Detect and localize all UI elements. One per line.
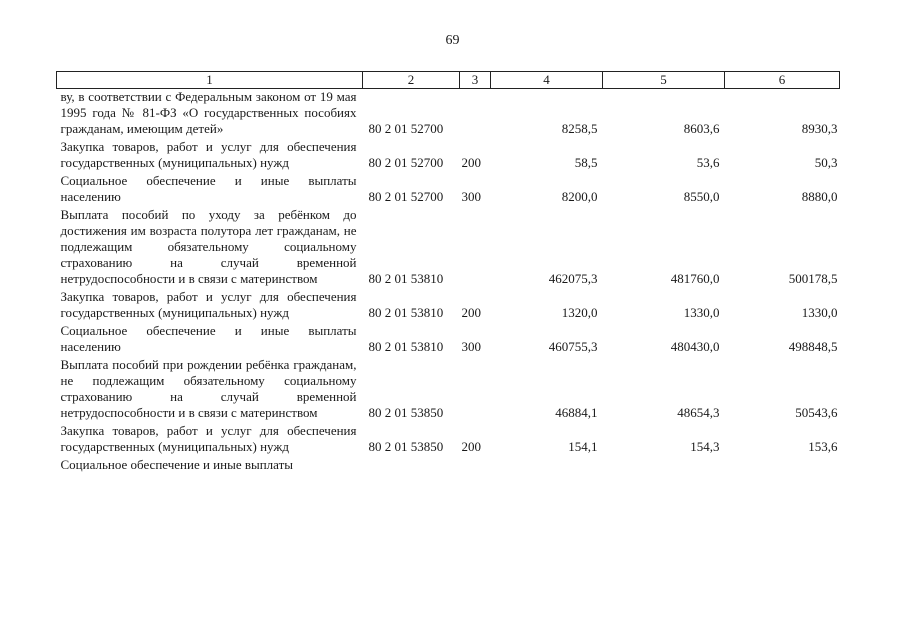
row-description: Закупка товаров, работ и услуг для обеспечения государственных (муниципальных) нужд [60,289,357,320]
row-value-col6 [725,457,840,475]
row-value-col6: 498848,5 [788,339,838,354]
table-row [57,173,840,207]
row-target-code: 80 2 01 53850 [368,439,444,454]
row-description: Выплата пособий по уходу за ребёнком до достижения им возраста полутора лет гражданам, не подлежащим обязательному социальному страхованию на случай временной нетрудоспособности и в связи с материнством [60,207,357,286]
row-expense-type [460,357,491,423]
column-header-2: 2 [363,72,460,89]
row-description: Социальное обеспечение и иные выплаты [60,457,294,472]
row-value-col4: 58,5 [574,155,598,170]
table-row [57,207,840,289]
budget-table [56,71,840,475]
row-expense-type: 200 [461,439,481,454]
row-target-code: 80 2 01 52700 [368,189,444,204]
row-target-code: 80 2 01 53850 [368,405,444,420]
row-description: Социальное обеспечение и иные выплаты населению [60,173,357,204]
header-row [57,72,840,89]
row-value-col6: 1330,0 [801,305,838,320]
row-value-col5: 8550,0 [683,189,720,204]
row-value-col4 [491,457,603,475]
row-target-code: 80 2 01 52700 [368,155,444,170]
table-row [57,323,840,357]
table-header [57,72,840,89]
table-row [57,423,840,457]
row-value-col4: 8200,0 [561,189,598,204]
row-value-col4: 462075,3 [548,271,598,286]
row-value-col5: 480430,0 [670,339,720,354]
column-header-3: 3 [460,72,491,89]
row-value-col5: 481760,0 [670,271,720,286]
row-value-col6: 153,6 [808,439,838,454]
row-target-code: 80 2 01 53810 [368,271,444,286]
row-description: Закупка товаров, работ и услуг для обеспечения государственных (муниципальных) нужд [60,139,357,170]
row-value-col6: 50,3 [814,155,838,170]
row-value-col4: 1320,0 [561,305,598,320]
table-row [57,457,840,475]
row-expense-type: 300 [461,339,481,354]
row-description: ву, в соответствии с Федеральным законом от 19 мая 1995 года № 81-ФЗ «О государственных пособиях гражданам, имеющим детей» [60,89,357,136]
table-row [57,357,840,423]
row-value-col5: 53,6 [696,155,720,170]
row-description: Закупка товаров, работ и услуг для обеспечения государственных (муниципальных) нужд [60,423,357,454]
row-value-col4: 460755,3 [548,339,598,354]
table-row [57,139,840,173]
row-description: Социальное обеспечение и иные выплаты населению [60,323,357,354]
row-value-col6: 8930,3 [801,121,838,136]
row-value-col6: 500178,5 [788,271,838,286]
row-value-col5: 48654,3 [677,405,720,420]
row-value-col5 [603,457,725,475]
row-expense-type [460,207,491,289]
row-value-col4: 8258,5 [561,121,598,136]
table-row [57,89,840,140]
row-value-col5: 154,3 [690,439,720,454]
row-expense-type: 200 [461,155,481,170]
row-value-col6: 8880,0 [801,189,838,204]
column-header-6: 6 [725,72,840,89]
row-target-code: 80 2 01 52700 [368,121,444,136]
row-expense-type: 300 [461,189,481,204]
row-target-code: 80 2 01 53810 [368,305,444,320]
row-value-col4: 154,1 [568,439,598,454]
table-body [57,89,840,476]
column-header-4: 4 [491,72,603,89]
row-value-col6: 50543,6 [795,405,838,420]
page-number: 69 [445,33,460,48]
row-expense-type: 200 [461,305,481,320]
column-header-1: 1 [57,72,363,89]
row-value-col4: 46884,1 [555,405,598,420]
row-description: Выплата пособий при рождении ребёнка гражданам, не подлежащим обязательному социальному страхованию на случай временной нетрудоспособности и в связи с материнством [60,357,357,420]
row-value-col5: 8603,6 [683,121,720,136]
row-target-code: 80 2 01 53810 [368,339,444,354]
table-row [57,289,840,323]
column-header-5: 5 [603,72,725,89]
row-target-code [363,457,460,475]
row-expense-type [460,457,491,475]
row-expense-type [460,89,491,140]
row-value-col5: 1330,0 [683,305,720,320]
